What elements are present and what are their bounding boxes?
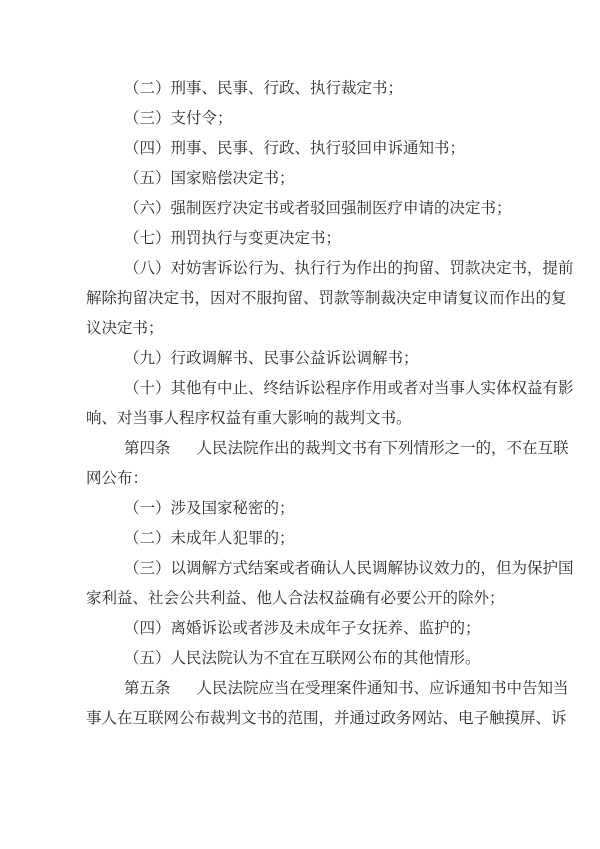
list-item: （二）未成年人犯罪的； xyxy=(124,529,295,547)
paragraph-line: 解除拘留决定书，因对不服拘留、罚款等制裁决定申请复议而作出的复 xyxy=(86,289,567,307)
list-item: （三）支付令； xyxy=(124,109,233,127)
list-item: （七）刑罚执行与变更决定书； xyxy=(124,229,342,247)
paragraph-line: 议决定书； xyxy=(86,319,164,337)
list-item: （十）其他有中止、终结诉讼程序作用或者对当事人实体权益有影 xyxy=(124,379,574,397)
list-item: （八）对妨害诉讼行为、执行行为作出的拘留、罚款决定书，提前 xyxy=(124,259,574,277)
list-item: （五）国家赔偿决定书； xyxy=(124,169,295,187)
article-label: 第五条 xyxy=(124,679,171,697)
list-item: （六）强制医疗决定书或者驳回强制医疗申请的决定书； xyxy=(124,199,512,217)
paragraph-line: 网公布： xyxy=(86,469,149,487)
article-line xyxy=(86,433,569,463)
article-text: 人民法院应当在受理案件通知书、应诉通知书中告知当 xyxy=(196,679,569,697)
list-item: （四）刑事、民事、行政、执行驳回申诉通知书； xyxy=(124,139,466,157)
paragraph-line: 事人在互联网公布裁判文书的范围，并通过政务网站、电子触摸屏、诉 xyxy=(86,709,567,727)
document-page xyxy=(86,73,574,733)
list-item: （四）离婚诉讼或者涉及未成年子女抚养、监护的； xyxy=(124,619,481,637)
list-item: （五）人民法院认为不宜在互联网公布的其他情形。 xyxy=(124,649,481,667)
paragraph-line: 家利益、社会公共利益、他人合法权益确有必要公开的除外； xyxy=(86,589,505,607)
article-label: 第四条 xyxy=(124,439,171,457)
list-item: （二）刑事、民事、行政、执行裁定书； xyxy=(124,79,404,97)
list-item: （九）行政调解书、民事公益诉讼调解书； xyxy=(124,349,419,367)
paragraph-line: 响、对当事人程序权益有重大影响的裁判文书。 xyxy=(86,409,412,427)
article-text: 人民法院作出的裁判文书有下列情形之一的，不在互联 xyxy=(196,439,569,457)
article-line xyxy=(86,673,569,703)
list-item: （一）涉及国家秘密的； xyxy=(124,499,295,517)
list-item: （三）以调解方式结案或者确认人民调解协议效力的，但为保护国 xyxy=(124,559,574,577)
